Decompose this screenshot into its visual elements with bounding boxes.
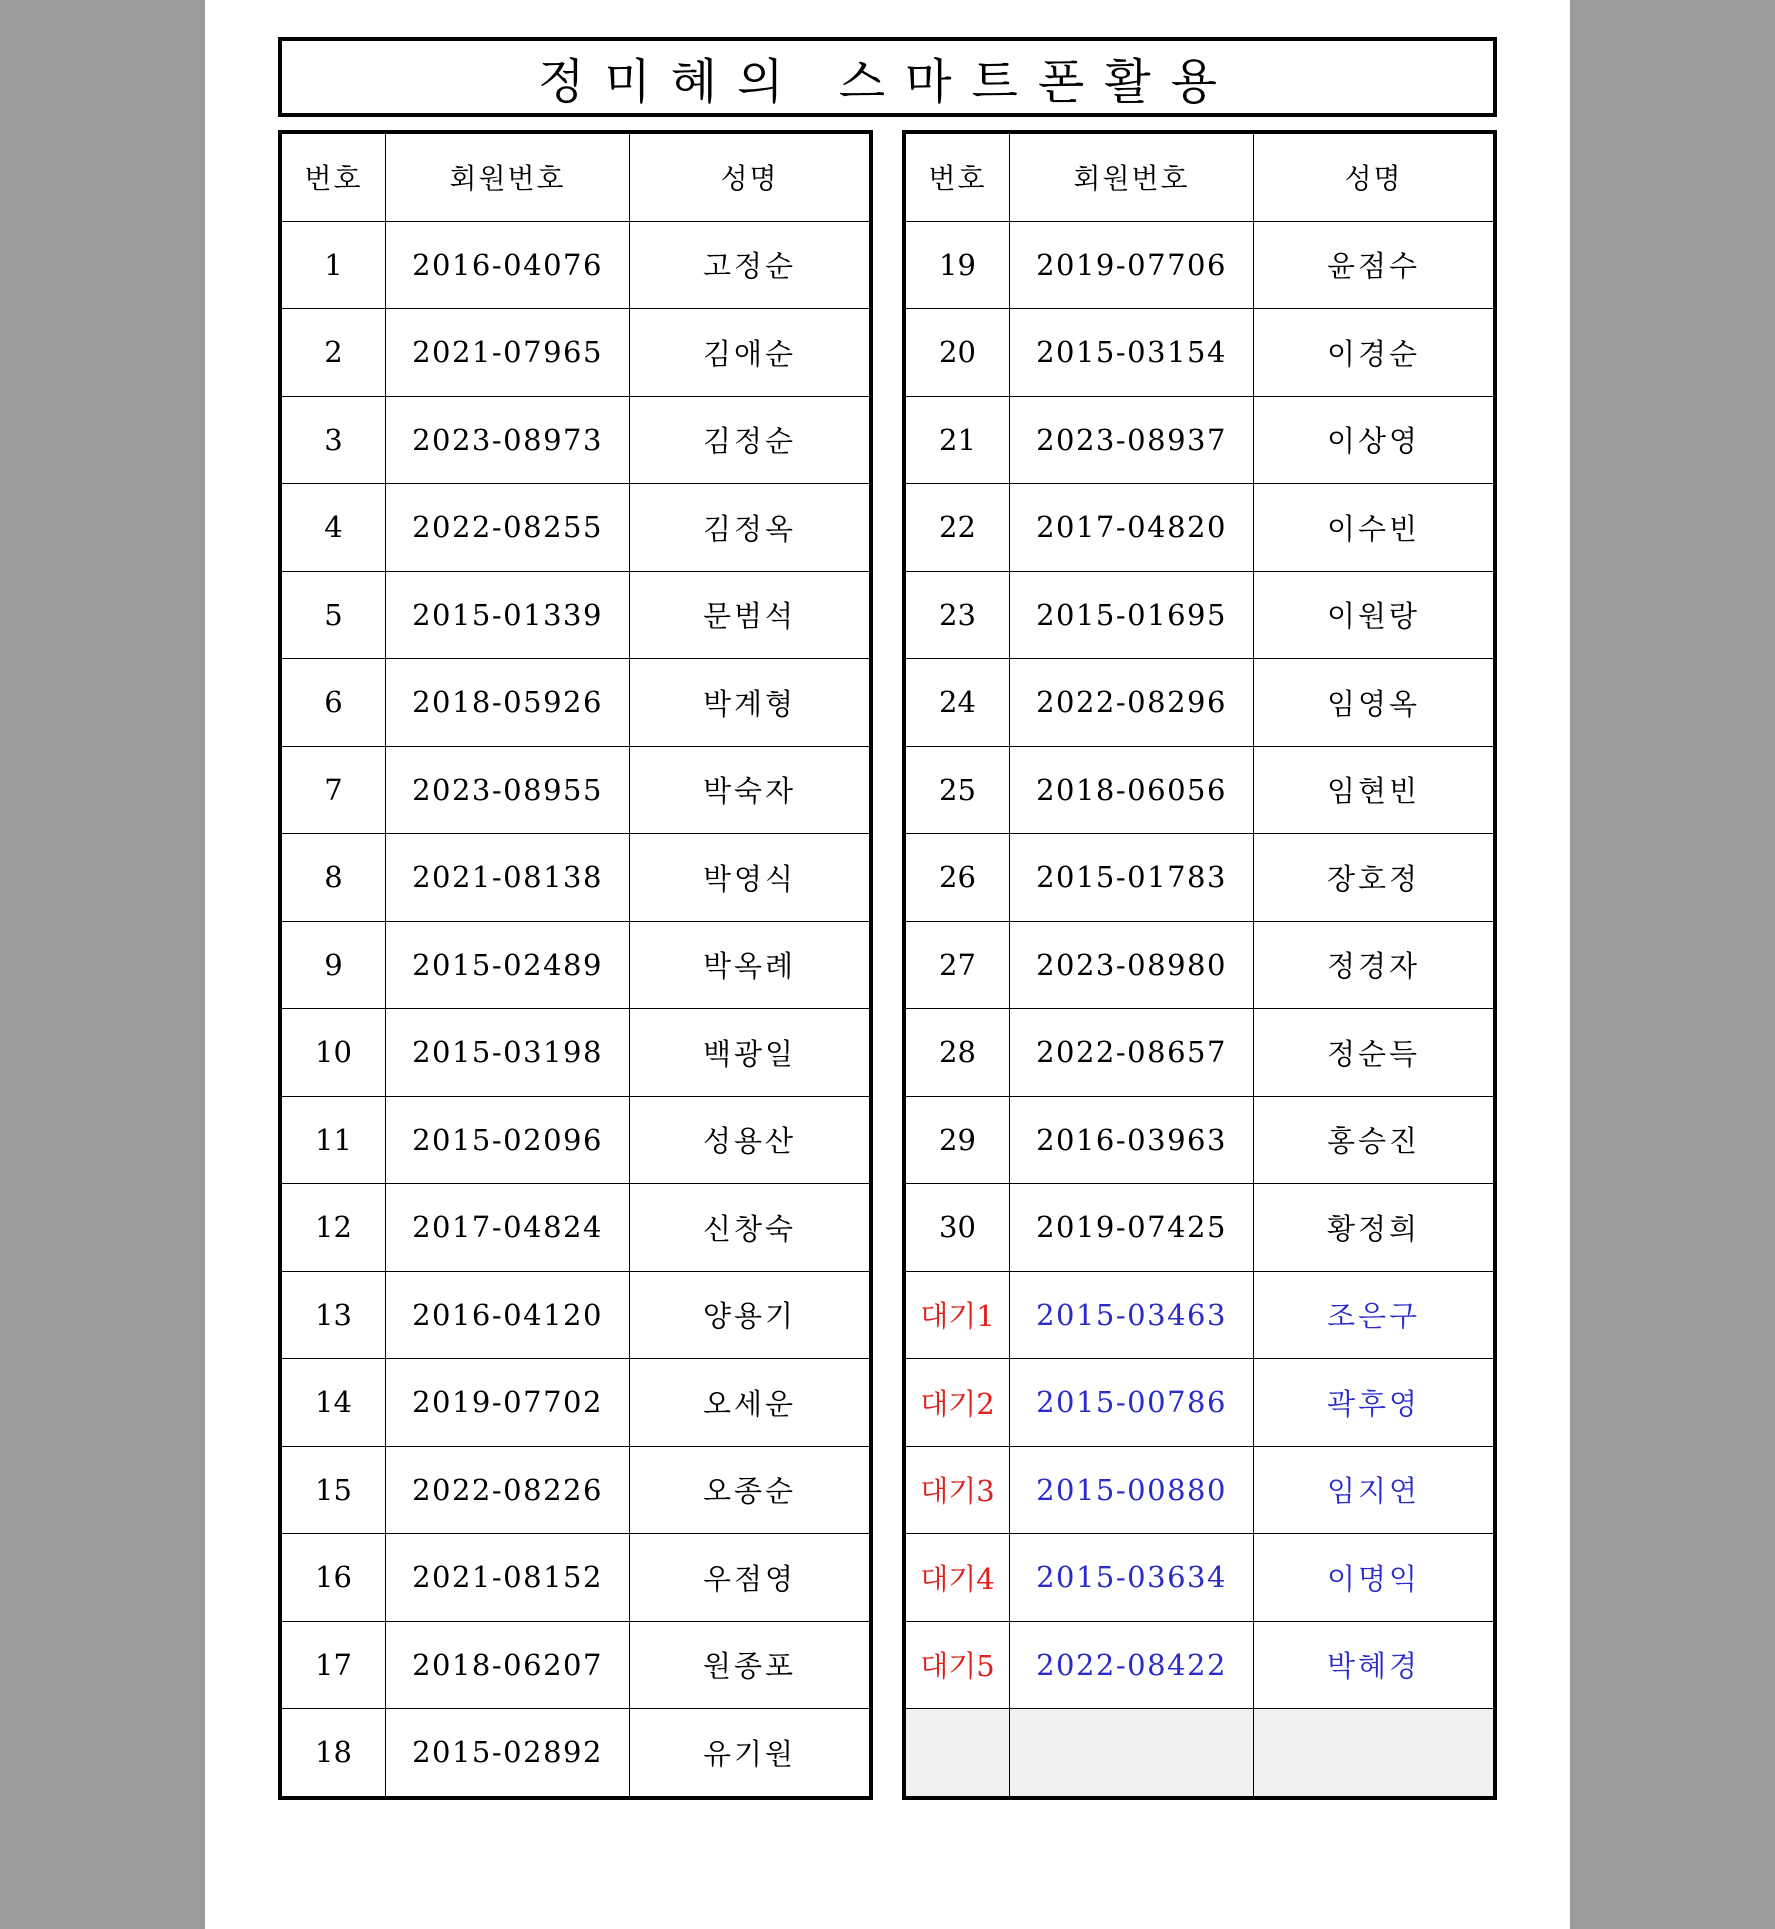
table-row bbox=[280, 1709, 871, 1798]
cell-name: 오종순 bbox=[630, 1446, 872, 1534]
waiting-row bbox=[904, 1534, 1495, 1622]
cell-member-id: 2015-02096 bbox=[386, 1096, 630, 1184]
table-header-row bbox=[280, 132, 871, 221]
cell-member-id: 2023-08973 bbox=[386, 396, 630, 484]
cell-name: 정순득 bbox=[1254, 1009, 1496, 1097]
cell-name: 김애순 bbox=[630, 309, 872, 397]
cell-number: 21 bbox=[904, 396, 1010, 484]
cell-name: 성용산 bbox=[630, 1096, 872, 1184]
cell-member-id: 2016-04076 bbox=[386, 221, 630, 309]
cell-member-id: 2019-07706 bbox=[1010, 221, 1254, 309]
table-row bbox=[280, 1009, 871, 1097]
cell-name: 윤점수 bbox=[1254, 221, 1496, 309]
cell-name: 임영옥 bbox=[1254, 659, 1496, 747]
table-row bbox=[280, 1271, 871, 1359]
table-header-row bbox=[904, 132, 1495, 221]
cell-member-id: 2021-08152 bbox=[386, 1534, 630, 1622]
table-row bbox=[280, 221, 871, 309]
cell-member-id: 2017-04820 bbox=[1010, 484, 1254, 572]
cell-member-id: 2022-08226 bbox=[386, 1446, 630, 1534]
cell-number: 29 bbox=[904, 1096, 1010, 1184]
cell-number: 14 bbox=[280, 1359, 386, 1447]
cell-name: 백광일 bbox=[630, 1009, 872, 1097]
cell-member-id: 2022-08296 bbox=[1010, 659, 1254, 747]
cell-member-id: 2015-01339 bbox=[386, 571, 630, 659]
table-row bbox=[904, 746, 1495, 834]
cell-name: 임현빈 bbox=[1254, 746, 1496, 834]
cell-number: 7 bbox=[280, 746, 386, 834]
table-row bbox=[280, 396, 871, 484]
cell-name: 박영식 bbox=[630, 834, 872, 922]
cell-name: 정경자 bbox=[1254, 921, 1496, 1009]
cell-name: 문범석 bbox=[630, 571, 872, 659]
cell-number: 20 bbox=[904, 309, 1010, 397]
cell-member-id: 2023-08980 bbox=[1010, 921, 1254, 1009]
cell-number: 1 bbox=[280, 221, 386, 309]
cell-member-id: 2018-05926 bbox=[386, 659, 630, 747]
document-title: 정미혜의 스마트폰활용 bbox=[538, 53, 1237, 110]
header-number: 번호 bbox=[904, 132, 1010, 221]
cell-number: 28 bbox=[904, 1009, 1010, 1097]
cell-member-id: 2015-03463 bbox=[1010, 1271, 1254, 1359]
cell-number: 대기4 bbox=[904, 1534, 1010, 1622]
table-row bbox=[280, 746, 871, 834]
document-page bbox=[205, 0, 1570, 1929]
cell-name: 곽후영 bbox=[1254, 1359, 1496, 1447]
cell-name: 박계형 bbox=[630, 659, 872, 747]
table-row bbox=[904, 1009, 1495, 1097]
roster-table-right bbox=[902, 130, 1497, 1800]
cell-number: 16 bbox=[280, 1534, 386, 1622]
cell-number: 25 bbox=[904, 746, 1010, 834]
cell-number: 2 bbox=[280, 309, 386, 397]
table-row bbox=[280, 1446, 871, 1534]
cell-member-id: 2018-06056 bbox=[1010, 746, 1254, 834]
cell-member-id: 2018-06207 bbox=[386, 1621, 630, 1709]
cell-member-id: 2015-03154 bbox=[1010, 309, 1254, 397]
cell-number: 대기5 bbox=[904, 1621, 1010, 1709]
cell-member-id: 2015-03198 bbox=[386, 1009, 630, 1097]
header-member-id: 회원번호 bbox=[386, 132, 630, 221]
cell-name: 신창숙 bbox=[630, 1184, 872, 1272]
cell-number: 13 bbox=[280, 1271, 386, 1359]
title-box bbox=[278, 37, 1497, 117]
cell-name: 이상영 bbox=[1254, 396, 1496, 484]
roster-table-left bbox=[278, 130, 873, 1800]
cell-member-id: 2016-04120 bbox=[386, 1271, 630, 1359]
table-row bbox=[904, 659, 1495, 747]
cell-name: 이명익 bbox=[1254, 1534, 1496, 1622]
cell-name: 이원랑 bbox=[1254, 571, 1496, 659]
header-name: 성명 bbox=[630, 132, 872, 221]
table-row bbox=[904, 1096, 1495, 1184]
cell-name: 박숙자 bbox=[630, 746, 872, 834]
table-row bbox=[280, 309, 871, 397]
cell-number: 12 bbox=[280, 1184, 386, 1272]
cell-member-id: 2021-08138 bbox=[386, 834, 630, 922]
cell-name: 양용기 bbox=[630, 1271, 872, 1359]
cell-name: 임지연 bbox=[1254, 1446, 1496, 1534]
header-member-id: 회원번호 bbox=[1010, 132, 1254, 221]
cell-member-id: 2023-08937 bbox=[1010, 396, 1254, 484]
cell-name: 장호정 bbox=[1254, 834, 1496, 922]
table-row bbox=[280, 1359, 871, 1447]
table-row bbox=[280, 1621, 871, 1709]
cell-number: 27 bbox=[904, 921, 1010, 1009]
cell-member-id bbox=[1010, 1709, 1254, 1798]
cell-number: 10 bbox=[280, 1009, 386, 1097]
cell-name: 우점영 bbox=[630, 1534, 872, 1622]
table-row bbox=[280, 659, 871, 747]
cell-member-id: 2023-08955 bbox=[386, 746, 630, 834]
cell-number: 3 bbox=[280, 396, 386, 484]
cell-number: 30 bbox=[904, 1184, 1010, 1272]
table-row bbox=[280, 834, 871, 922]
table-row bbox=[904, 221, 1495, 309]
cell-number: 26 bbox=[904, 834, 1010, 922]
table-row bbox=[904, 484, 1495, 572]
cell-name: 황정희 bbox=[1254, 1184, 1496, 1272]
cell-number: 18 bbox=[280, 1709, 386, 1798]
waiting-row bbox=[904, 1621, 1495, 1709]
cell-member-id: 2015-01783 bbox=[1010, 834, 1254, 922]
empty-row bbox=[904, 1709, 1495, 1798]
table-row bbox=[280, 1534, 871, 1622]
cell-name: 이경순 bbox=[1254, 309, 1496, 397]
table-row bbox=[904, 1184, 1495, 1272]
table-row bbox=[280, 484, 871, 572]
cell-name: 김정옥 bbox=[630, 484, 872, 572]
cell-name: 이수빈 bbox=[1254, 484, 1496, 572]
cell-name: 조은구 bbox=[1254, 1271, 1496, 1359]
table-row bbox=[280, 1096, 871, 1184]
waiting-row bbox=[904, 1446, 1495, 1534]
cell-member-id: 2019-07702 bbox=[386, 1359, 630, 1447]
cell-name: 박옥례 bbox=[630, 921, 872, 1009]
cell-number: 대기2 bbox=[904, 1359, 1010, 1447]
cell-number: 8 bbox=[280, 834, 386, 922]
cell-number: 24 bbox=[904, 659, 1010, 747]
cell-member-id: 2019-07425 bbox=[1010, 1184, 1254, 1272]
cell-name bbox=[1254, 1709, 1496, 1798]
cell-member-id: 2015-00786 bbox=[1010, 1359, 1254, 1447]
table-row bbox=[904, 834, 1495, 922]
table-row bbox=[904, 921, 1495, 1009]
cell-member-id: 2017-04824 bbox=[386, 1184, 630, 1272]
cell-name: 원종포 bbox=[630, 1621, 872, 1709]
cell-number: 4 bbox=[280, 484, 386, 572]
cell-name: 오세운 bbox=[630, 1359, 872, 1447]
cell-number bbox=[904, 1709, 1010, 1798]
cell-member-id: 2015-02489 bbox=[386, 921, 630, 1009]
cell-number: 11 bbox=[280, 1096, 386, 1184]
cell-number: 대기1 bbox=[904, 1271, 1010, 1359]
table-row bbox=[280, 571, 871, 659]
cell-name: 고정순 bbox=[630, 221, 872, 309]
table-row bbox=[280, 921, 871, 1009]
cell-name: 박혜경 bbox=[1254, 1621, 1496, 1709]
cell-number: 9 bbox=[280, 921, 386, 1009]
cell-number: 19 bbox=[904, 221, 1010, 309]
table-row bbox=[280, 1184, 871, 1272]
cell-number: 22 bbox=[904, 484, 1010, 572]
cell-member-id: 2022-08657 bbox=[1010, 1009, 1254, 1097]
cell-name: 김정순 bbox=[630, 396, 872, 484]
cell-member-id: 2022-08422 bbox=[1010, 1621, 1254, 1709]
header-number: 번호 bbox=[280, 132, 386, 221]
cell-number: 대기3 bbox=[904, 1446, 1010, 1534]
cell-member-id: 2015-02892 bbox=[386, 1709, 630, 1798]
cell-member-id: 2015-00880 bbox=[1010, 1446, 1254, 1534]
waiting-row bbox=[904, 1271, 1495, 1359]
cell-member-id: 2021-07965 bbox=[386, 309, 630, 397]
table-row bbox=[904, 396, 1495, 484]
waiting-row bbox=[904, 1359, 1495, 1447]
cell-name: 홍승진 bbox=[1254, 1096, 1496, 1184]
table-row bbox=[904, 309, 1495, 397]
header-name: 성명 bbox=[1254, 132, 1496, 221]
cell-member-id: 2016-03963 bbox=[1010, 1096, 1254, 1184]
cell-number: 6 bbox=[280, 659, 386, 747]
cell-number: 5 bbox=[280, 571, 386, 659]
cell-member-id: 2015-01695 bbox=[1010, 571, 1254, 659]
cell-number: 23 bbox=[904, 571, 1010, 659]
cell-member-id: 2022-08255 bbox=[386, 484, 630, 572]
cell-number: 17 bbox=[280, 1621, 386, 1709]
table-row bbox=[904, 571, 1495, 659]
cell-name: 유기원 bbox=[630, 1709, 872, 1798]
cell-number: 15 bbox=[280, 1446, 386, 1534]
cell-member-id: 2015-03634 bbox=[1010, 1534, 1254, 1622]
